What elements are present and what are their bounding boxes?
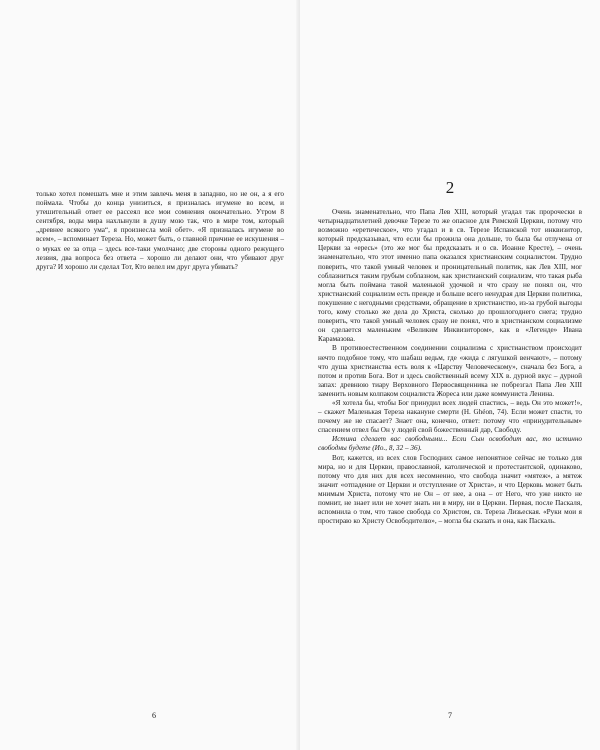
scripture-quote: Истина сделает вас свободными... Если Сын освободит вас, то истинно свободны будете (Ио., 8, 32 – 36). xyxy=(318,435,582,453)
chapter-number: 2 xyxy=(445,178,455,197)
paragraph: только хотел помешать мне и этим завлечь меня в западню, но не он, а я его поймала. Чтобы до конца унизиться, я призналась игумене во всем, и утешительный ответ ее рассеял все мои сомнения окончательно. Утром 8 сентября, воды мира нахлынули в душу мою так, что в мире том, который „древнее всякого ума“, я произнесла мой обет». «Я призналась игумене во всем», – вспоминает Тереза. Но, может быть, о главной причине ее искушения – о муках ее за отца – здесь все-таки умолчано; две стороны одного режущего лезвия, два вопроса без ответа – хорошо ли делают они, что убивают друг друга? И хорошо ли сделал Тот, Кто велел им друг друга убивать? xyxy=(36,190,284,271)
paragraph: Очень знаменательно, что Папа Лев XIII, который угадал так пророчески в четырнадцатилетней девочке Терезе то же опасное для Римской Церкви, потому что возможно «еретическое», что угадал и в св. Терезе Испанской тот инквизитор, который предсказывал, что если бы прожила она дольше, то была бы отлучена от Церкви за «ересь» (это же мог бы предсказать и о св. Иоанне Кресте), – очень знаменательно, что этот именно папа оказался христианским социалистом. Трудно поверить, что такой умный человек и проницательный политик, как Лев XIII, мог соблазниться таким грубым соблазном, как христианский социализм, что такая рыба могла быть поймана такой маленькой удочкой и что сразу не понял он, что христианский социализм есть прежде и больше всего ненудрая для Церкви политика, покушение с негодными средствами, обращение в христианство, из-за грубой выгоды того, кому столько же дела до Христа, сколько до прошлогоднего снега; трудно поверить, что такой умный человек сразу не понял, что в христианском социализме он сделается маленьким «Великим Инквизитором», как в «Легенде» Ивана Карамазова. xyxy=(318,208,582,344)
right-page xyxy=(300,0,600,750)
right-page-text xyxy=(318,208,582,526)
page-number: 7 xyxy=(448,711,452,720)
page-number: 6 xyxy=(152,711,156,720)
paragraph: В противоестественном соединении социализма с христианством происходит нечто подобное тому, что шабаш ведьм, где «жида с лягушкой венчают», – потому что душа христианства есть воля к «Царству Человеческому», сначала без Бога, а потом и против Бога. Вот и здесь свойственный всему XIX в. дурной вкус – дурной запах: древнюю тиару Верховного Первосвященника не побрезгал Папа Лев XIII заменить новым колпаком социалиста Жореса или даже коммуниста Ленина. xyxy=(318,344,582,398)
paragraph: «Я хотела бы, чтобы Бог принудил всех людей спастись, – ведь Он это может!», – скажет Маленькая Тереза накануне смерти (H. Ghéon, 74). Если может спасти, то почему же не спасает? Знает она, конечно, ответ: потому что «принудительным» спасением отвел бы Он у людей свой божественный дар, Свободу. xyxy=(318,398,582,435)
paragraph: Вот, кажется, из всех слов Господних самое непонятное сейчас не только для мира, но и для Церкви, православной, католической и протестантской, одинаково, потому что для них для всех несомненно, что свобода значит «мятеж», а мятеж значит «отпадение от Церкви и отступление от Христа», и что Церковь может быть мнимым Христа, потому что не Он – от нее, а она – от Него, что уже никто не помнит, не знает или не хочет знать ни в миру, ни в Церкви. Первая, после Паскаля, вспомнила о том, что такое свобода со Христом, св. Тереза Лизьеская. «Руки мои я простираю ко Христу Освободителю», – могла бы сказать и она, как Паскаль. xyxy=(318,453,582,526)
left-page-text xyxy=(36,190,284,272)
